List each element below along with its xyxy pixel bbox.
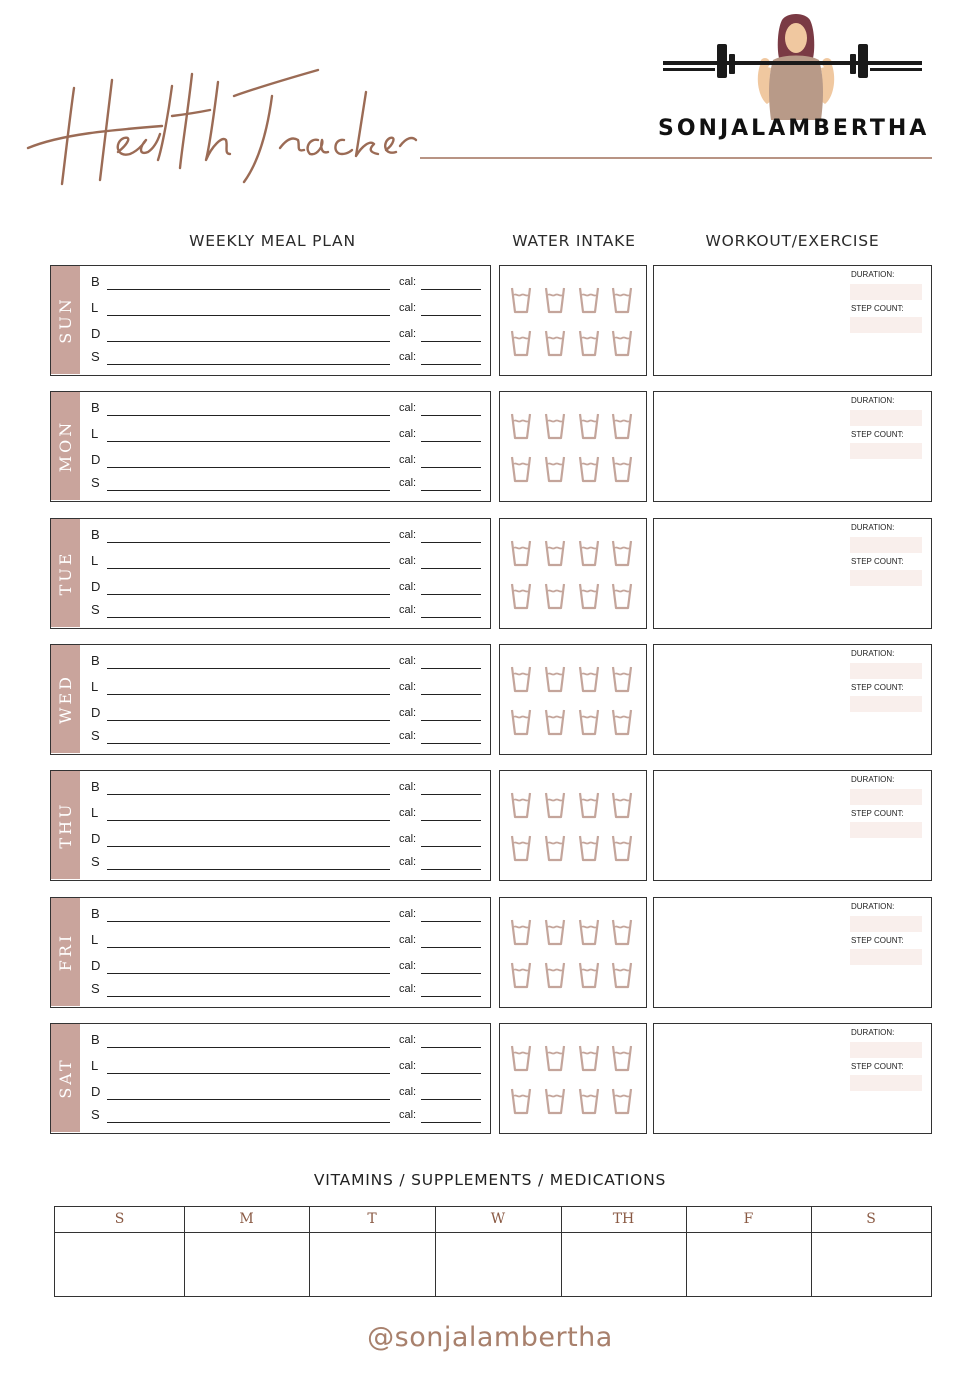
water-glass-icon[interactable] — [611, 412, 633, 440]
vitamins-column-divider — [309, 1207, 310, 1296]
day-label: WED — [56, 674, 75, 724]
cal-write-line[interactable] — [421, 743, 481, 744]
meal-entry-row[interactable] — [91, 1084, 483, 1102]
water-glass-icon[interactable] — [544, 539, 566, 567]
workout-box[interactable] — [653, 518, 932, 629]
page-title — [22, 56, 422, 196]
social-handle: @sonjalambertha — [367, 1322, 613, 1353]
workout-box[interactable] — [653, 391, 932, 502]
duration-field[interactable] — [850, 1042, 922, 1058]
water-glass-icon[interactable] — [544, 1044, 566, 1072]
water-glass-icon[interactable] — [510, 329, 532, 357]
meal-write-line[interactable] — [107, 694, 390, 695]
meal-plan-box — [50, 770, 491, 881]
cal-write-line[interactable] — [421, 341, 481, 342]
meal-write-line[interactable] — [107, 973, 390, 974]
water-glass-icon[interactable] — [578, 791, 600, 819]
cal-label: cal: — [399, 730, 417, 742]
workout-box[interactable] — [653, 1023, 932, 1134]
water-glass-icon[interactable] — [611, 918, 633, 946]
water-intake-box — [499, 644, 647, 755]
vitamins-column-divider — [184, 1207, 185, 1296]
step-count-field[interactable] — [850, 443, 922, 459]
water-glass-icon[interactable] — [611, 455, 633, 483]
meal-code: D — [91, 326, 101, 341]
title-script-art — [22, 56, 422, 196]
cal-write-line[interactable] — [421, 973, 481, 974]
day-row — [50, 391, 932, 502]
meal-entry-row[interactable] — [91, 527, 483, 545]
vitamins-column-divider — [435, 1207, 436, 1296]
cal-label: cal: — [399, 856, 417, 868]
meal-entry-row[interactable] — [91, 579, 483, 597]
day-label: MON — [56, 419, 75, 473]
cal-write-line[interactable] — [421, 1099, 481, 1100]
meal-entry-row[interactable] — [91, 1032, 483, 1050]
cal-label: cal: — [399, 302, 417, 314]
cal-label: cal: — [399, 604, 417, 616]
cal-write-line[interactable] — [421, 441, 481, 442]
meal-entry-row[interactable] — [91, 553, 483, 571]
vitamins-column-divider — [811, 1207, 812, 1296]
water-glass-icon[interactable] — [578, 1044, 600, 1072]
water-glass-icon[interactable] — [611, 1044, 633, 1072]
vitamins-day-label: S — [866, 1211, 876, 1227]
vitamins-day-column[interactable] — [561, 1207, 686, 1296]
water-glass-icon[interactable] — [578, 455, 600, 483]
meal-entry-row[interactable] — [91, 602, 483, 620]
meal-write-line[interactable] — [107, 1047, 390, 1048]
meal-entry-row[interactable] — [91, 1107, 483, 1125]
meal-plan-box — [50, 391, 491, 502]
meal-entry-row[interactable] — [91, 831, 483, 849]
meal-code: S — [91, 854, 100, 869]
meal-code: S — [91, 1107, 100, 1122]
meal-write-line[interactable] — [107, 289, 390, 290]
cal-label: cal: — [399, 402, 417, 414]
day-row — [50, 770, 932, 881]
cal-write-line[interactable] — [421, 947, 481, 948]
meal-write-line[interactable] — [107, 364, 390, 365]
cal-write-line[interactable] — [421, 1047, 481, 1048]
meal-code: D — [91, 452, 101, 467]
step-count-label: STEP COUNT: — [851, 1062, 904, 1071]
duration-label: DURATION: — [851, 1028, 895, 1037]
cal-label: cal: — [399, 328, 417, 340]
weightlifter-logo-art — [655, 10, 930, 120]
cal-write-line[interactable] — [421, 415, 481, 416]
vitamins-day-label: S — [114, 1211, 125, 1227]
water-glass-icon[interactable] — [510, 582, 532, 610]
duration-label: DURATION: — [851, 270, 895, 279]
water-glass-icon[interactable] — [544, 834, 566, 862]
meal-entry-row[interactable] — [91, 981, 483, 999]
meal-write-line[interactable] — [107, 869, 390, 870]
title-underline — [420, 157, 932, 159]
step-count-field[interactable] — [850, 696, 922, 712]
meal-plan-box — [50, 897, 491, 1008]
meal-entry-row[interactable] — [91, 400, 483, 418]
workout-box[interactable] — [653, 265, 932, 376]
day-tab — [51, 519, 80, 627]
meal-entry-row[interactable] — [91, 349, 483, 367]
meal-write-line[interactable] — [107, 617, 390, 618]
cal-write-line[interactable] — [421, 467, 481, 468]
water-glass-icon[interactable] — [611, 329, 633, 357]
meal-write-line[interactable] — [107, 594, 390, 595]
water-glass-icon[interactable] — [510, 1044, 532, 1072]
meal-entry-row[interactable] — [91, 274, 483, 292]
day-row — [50, 1023, 932, 1134]
vitamins-day-label: F — [743, 1211, 754, 1227]
cal-label: cal: — [399, 428, 417, 440]
cal-write-line[interactable] — [421, 542, 481, 543]
vitamins-day-column[interactable] — [435, 1207, 561, 1296]
water-glass-icon[interactable] — [578, 329, 600, 357]
water-glass-icon[interactable] — [611, 539, 633, 567]
water-glass-icon[interactable] — [578, 1087, 600, 1115]
cal-write-line[interactable] — [421, 490, 481, 491]
meal-entry-row[interactable] — [91, 932, 483, 950]
duration-label: DURATION: — [851, 775, 895, 784]
cal-write-line[interactable] — [421, 921, 481, 922]
step-count-field[interactable] — [850, 822, 922, 838]
vitamins-column-divider — [561, 1207, 562, 1296]
cal-write-line[interactable] — [421, 1122, 481, 1123]
vitamins-day-label: TH — [612, 1211, 635, 1227]
day-label: TUE — [56, 550, 75, 596]
meal-entry-row[interactable] — [91, 475, 483, 493]
vitamins-day-column[interactable] — [184, 1207, 309, 1296]
water-glass-icon[interactable] — [544, 412, 566, 440]
water-glass-icon[interactable] — [611, 286, 633, 314]
vitamins-day-label: M — [239, 1211, 254, 1227]
water-glass-icon[interactable] — [578, 539, 600, 567]
meal-code: S — [91, 475, 100, 490]
vitamins-day-column[interactable] — [686, 1207, 811, 1296]
cal-label: cal: — [399, 276, 417, 288]
meal-entry-row[interactable] — [91, 958, 483, 976]
water-glass-icon[interactable] — [544, 286, 566, 314]
cal-write-line[interactable] — [421, 820, 481, 821]
cal-label: cal: — [399, 477, 417, 489]
duration-field[interactable] — [850, 789, 922, 805]
water-glass-icon[interactable] — [611, 665, 633, 693]
meal-write-line[interactable] — [107, 415, 390, 416]
meal-entry-row[interactable] — [91, 426, 483, 444]
meal-entry-row[interactable] — [91, 779, 483, 797]
meal-code: S — [91, 349, 100, 364]
vitamins-column-divider — [686, 1207, 687, 1296]
meal-entry-row[interactable] — [91, 653, 483, 671]
meal-code: B — [91, 1032, 100, 1047]
duration-field[interactable] — [850, 663, 922, 679]
meal-entry-row[interactable] — [91, 326, 483, 344]
meal-code: L — [91, 300, 99, 315]
water-glass-icon[interactable] — [510, 1087, 532, 1115]
meal-code: B — [91, 653, 100, 668]
water-glass-icon[interactable] — [510, 539, 532, 567]
day-tab — [51, 645, 80, 753]
cal-write-line[interactable] — [421, 794, 481, 795]
water-intake-box — [499, 518, 647, 629]
cal-label: cal: — [399, 807, 417, 819]
meal-code: L — [91, 553, 99, 568]
workout-box[interactable] — [653, 644, 932, 755]
cal-label: cal: — [399, 454, 417, 466]
day-row — [50, 644, 932, 755]
water-glass-icon[interactable] — [611, 791, 633, 819]
step-count-field[interactable] — [850, 317, 922, 333]
meal-code: L — [91, 805, 99, 820]
meal-write-line[interactable] — [107, 947, 390, 948]
meal-write-line[interactable] — [107, 568, 390, 569]
meal-write-line[interactable] — [107, 668, 390, 669]
day-tab — [51, 771, 80, 879]
cal-write-line[interactable] — [421, 364, 481, 365]
vitamins-day-column[interactable] — [309, 1207, 435, 1296]
water-glass-icon[interactable] — [578, 961, 600, 989]
meal-entry-row[interactable] — [91, 679, 483, 697]
meal-plan-box — [50, 518, 491, 629]
meal-code: B — [91, 779, 100, 794]
meal-entry-row[interactable] — [91, 300, 483, 318]
duration-field[interactable] — [850, 916, 922, 932]
cal-write-line[interactable] — [421, 869, 481, 870]
cal-label: cal: — [399, 1060, 417, 1072]
water-glass-icon[interactable] — [510, 455, 532, 483]
water-glass-icon[interactable] — [611, 961, 633, 989]
vitamins-heading: VITAMINS / SUPPLEMENTS / MEDICATIONS — [313, 1171, 667, 1189]
meal-write-line[interactable] — [107, 315, 390, 316]
step-count-label: STEP COUNT: — [851, 304, 904, 313]
water-glass-icon[interactable] — [544, 961, 566, 989]
meal-entry-row[interactable] — [91, 805, 483, 823]
water-intake-box — [499, 391, 647, 502]
day-label: SAT — [56, 1057, 75, 1099]
cal-write-line[interactable] — [421, 315, 481, 316]
cal-write-line[interactable] — [421, 289, 481, 290]
meal-write-line[interactable] — [107, 743, 390, 744]
vitamins-day-label: T — [367, 1211, 377, 1227]
meal-code: L — [91, 1058, 99, 1073]
cal-label: cal: — [399, 934, 417, 946]
duration-field[interactable] — [850, 284, 922, 300]
step-count-label: STEP COUNT: — [851, 809, 904, 818]
meal-code: L — [91, 426, 99, 441]
water-glass-icon[interactable] — [544, 455, 566, 483]
cal-label: cal: — [399, 351, 417, 363]
meal-code: B — [91, 400, 100, 415]
meal-plan-box — [50, 1023, 491, 1134]
water-glass-icon[interactable] — [510, 665, 532, 693]
step-count-label: STEP COUNT: — [851, 430, 904, 439]
meal-write-line[interactable] — [107, 467, 390, 468]
cal-label: cal: — [399, 960, 417, 972]
duration-field[interactable] — [850, 410, 922, 426]
meal-entry-row[interactable] — [91, 854, 483, 872]
cal-write-line[interactable] — [421, 568, 481, 569]
meal-code: L — [91, 932, 99, 947]
duration-label: DURATION: — [851, 523, 895, 532]
water-glass-icon[interactable] — [544, 708, 566, 736]
day-row — [50, 518, 932, 629]
workout-box[interactable] — [653, 770, 932, 881]
vitamins-day-label: W — [490, 1211, 506, 1227]
meal-code: D — [91, 831, 101, 846]
step-count-label: STEP COUNT: — [851, 683, 904, 692]
day-row — [50, 897, 932, 1008]
water-glass-icon[interactable] — [578, 412, 600, 440]
meal-code: B — [91, 527, 100, 542]
cal-label: cal: — [399, 1034, 417, 1046]
meal-plan-heading: WEEKLY MEAL PLAN — [189, 232, 356, 250]
meal-write-line[interactable] — [107, 1073, 390, 1074]
water-glass-icon[interactable] — [578, 834, 600, 862]
water-glass-icon[interactable] — [510, 834, 532, 862]
water-glass-icon[interactable] — [544, 329, 566, 357]
water-glass-icon[interactable] — [510, 412, 532, 440]
day-tab — [51, 898, 80, 1006]
day-tab — [51, 266, 80, 374]
vitamins-table — [54, 1206, 932, 1297]
water-glass-icon[interactable] — [611, 1087, 633, 1115]
step-count-field[interactable] — [850, 1075, 922, 1091]
cal-label: cal: — [399, 555, 417, 567]
duration-field[interactable] — [850, 537, 922, 553]
meal-entry-row[interactable] — [91, 1058, 483, 1076]
meal-code: S — [91, 728, 100, 743]
water-glass-icon[interactable] — [544, 582, 566, 610]
cal-write-line[interactable] — [421, 668, 481, 669]
meal-write-line[interactable] — [107, 996, 390, 997]
workout-box[interactable] — [653, 897, 932, 1008]
meal-write-line[interactable] — [107, 846, 390, 847]
water-glass-icon[interactable] — [611, 582, 633, 610]
cal-write-line[interactable] — [421, 694, 481, 695]
water-glass-icon[interactable] — [578, 918, 600, 946]
duration-label: DURATION: — [851, 902, 895, 911]
water-glass-icon[interactable] — [544, 1087, 566, 1115]
meal-plan-box — [50, 644, 491, 755]
step-count-label: STEP COUNT: — [851, 557, 904, 566]
meal-write-line[interactable] — [107, 542, 390, 543]
cal-label: cal: — [399, 529, 417, 541]
cal-write-line[interactable] — [421, 594, 481, 595]
meal-code: D — [91, 1084, 101, 1099]
water-glass-icon[interactable] — [544, 791, 566, 819]
cal-write-line[interactable] — [421, 846, 481, 847]
cal-write-line[interactable] — [421, 617, 481, 618]
meal-entry-row[interactable] — [91, 906, 483, 924]
water-glass-icon[interactable] — [510, 708, 532, 736]
meal-code: S — [91, 981, 100, 996]
water-glass-icon[interactable] — [510, 286, 532, 314]
meal-write-line[interactable] — [107, 1122, 390, 1123]
step-count-field[interactable] — [850, 949, 922, 965]
meal-write-line[interactable] — [107, 341, 390, 342]
cal-label: cal: — [399, 581, 417, 593]
meal-code: D — [91, 958, 101, 973]
water-glass-icon[interactable] — [611, 708, 633, 736]
water-glass-icon[interactable] — [544, 918, 566, 946]
meal-code: D — [91, 579, 101, 594]
step-count-field[interactable] — [850, 570, 922, 586]
meal-entry-row[interactable] — [91, 452, 483, 470]
vitamins-day-column[interactable] — [55, 1207, 184, 1296]
meal-code: D — [91, 705, 101, 720]
meal-plan-box — [50, 265, 491, 376]
day-label: FRI — [56, 932, 75, 972]
duration-label: DURATION: — [851, 649, 895, 658]
water-glass-icon[interactable] — [611, 834, 633, 862]
duration-label: DURATION: — [851, 396, 895, 405]
water-intake-box — [499, 770, 647, 881]
water-glass-icon[interactable] — [578, 582, 600, 610]
day-row — [50, 265, 932, 376]
water-intake-heading: WATER INTAKE — [512, 232, 636, 250]
cal-label: cal: — [399, 681, 417, 693]
cal-label: cal: — [399, 1109, 417, 1121]
water-glass-icon[interactable] — [578, 286, 600, 314]
day-tab — [51, 1024, 80, 1132]
cal-label: cal: — [399, 781, 417, 793]
vitamins-day-column[interactable] — [811, 1207, 931, 1296]
water-intake-box — [499, 897, 647, 1008]
meal-entry-row[interactable] — [91, 705, 483, 723]
meal-write-line[interactable] — [107, 490, 390, 491]
meal-code: B — [91, 906, 100, 921]
step-count-label: STEP COUNT: — [851, 936, 904, 945]
meal-write-line[interactable] — [107, 921, 390, 922]
water-glass-icon[interactable] — [578, 665, 600, 693]
day-label: THU — [56, 801, 75, 849]
meal-write-line[interactable] — [107, 820, 390, 821]
water-glass-icon[interactable] — [544, 665, 566, 693]
cal-label: cal: — [399, 983, 417, 995]
cal-write-line[interactable] — [421, 720, 481, 721]
meal-code: L — [91, 679, 99, 694]
cal-label: cal: — [399, 707, 417, 719]
day-tab — [51, 392, 80, 500]
cal-label: cal: — [399, 1086, 417, 1098]
workout-heading: WORKOUT/EXERCISE — [705, 232, 880, 250]
water-glass-icon[interactable] — [510, 791, 532, 819]
meal-write-line[interactable] — [107, 720, 390, 721]
meal-write-line[interactable] — [107, 1099, 390, 1100]
cal-write-line[interactable] — [421, 1073, 481, 1074]
meal-code: B — [91, 274, 100, 289]
cal-label: cal: — [399, 833, 417, 845]
meal-write-line[interactable] — [107, 794, 390, 795]
water-intake-box — [499, 265, 647, 376]
cal-write-line[interactable] — [421, 996, 481, 997]
day-label: SUN — [56, 296, 75, 344]
cal-label: cal: — [399, 655, 417, 667]
meal-write-line[interactable] — [107, 441, 390, 442]
water-glass-icon[interactable] — [578, 708, 600, 736]
water-intake-box — [499, 1023, 647, 1134]
cal-label: cal: — [399, 908, 417, 920]
meal-entry-row[interactable] — [91, 728, 483, 746]
water-glass-icon[interactable] — [510, 961, 532, 989]
meal-code: S — [91, 602, 100, 617]
brand-name: SONJALAMBERTHA — [658, 116, 930, 141]
water-glass-icon[interactable] — [510, 918, 532, 946]
